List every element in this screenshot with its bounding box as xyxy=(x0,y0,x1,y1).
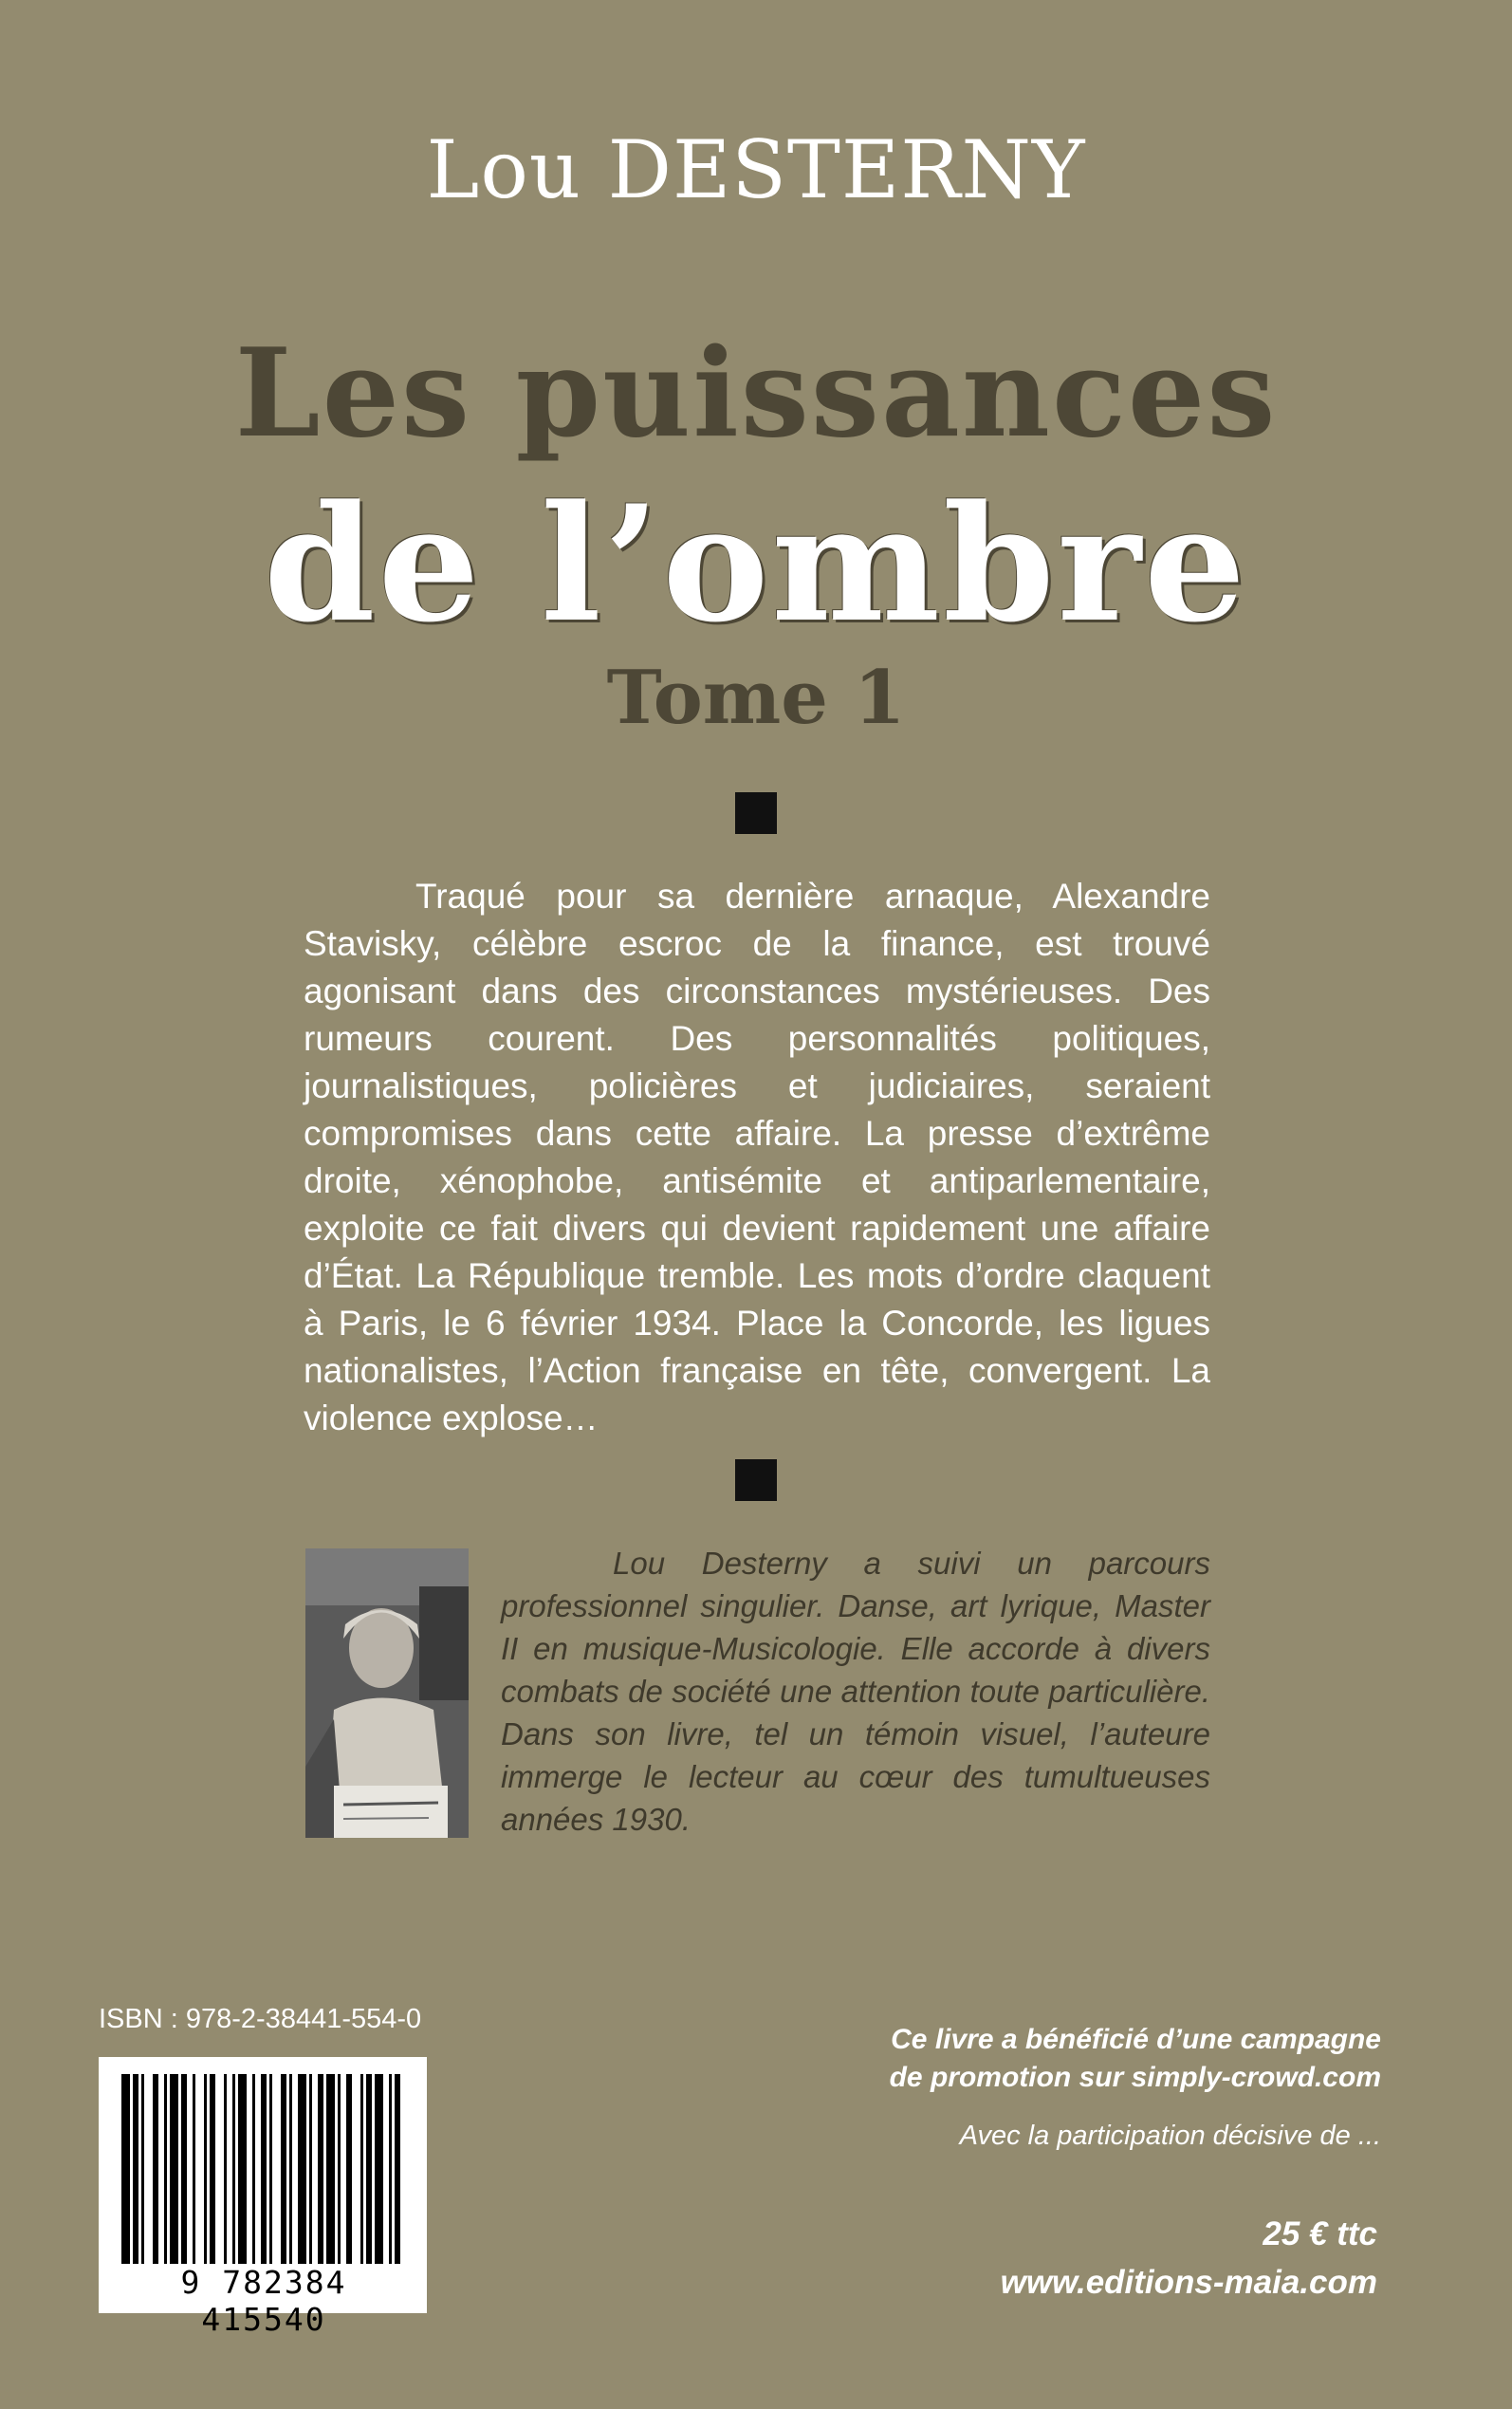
promo-line-1: Ce livre a bénéficié d’une campagne xyxy=(891,2024,1381,2055)
promo-line-2: de promotion sur simply-crowd.com xyxy=(889,2062,1381,2093)
barcode-bar xyxy=(193,2074,195,2264)
barcode-bar xyxy=(346,2074,352,2264)
author-name: Lou DESTERNY xyxy=(426,123,1086,216)
barcode-bar xyxy=(366,2074,372,2264)
promo-text xyxy=(890,2021,1381,2097)
barcode-bar xyxy=(360,2074,363,2264)
author-bio xyxy=(501,1542,1210,1841)
barcode-bar xyxy=(238,2074,247,2264)
synopsis-content: Traqué pour sa dernière arnaque, Alexandre Stavisky, célèbre escroc de la finance, est trouvé agonisant dans des circonstances mystérieuses. Des rumeurs courent. Des personnalités politiques, journalistiques, policières et judiciaires, seraient compromises dans cette affaire. La presse d’extrême droite, xénophobe, antisémite et antiparlementaire, exploite ce fait divers qui devient rapidement une affaire d’État. La République tremble. Les mots d’ordre claquent à Paris, le 6 février 1934. Place la Concorde, les ligues nationalistes, l’Action française en tête, convergent. La violence explose… xyxy=(304,877,1210,1437)
barcode-bar xyxy=(204,2074,207,2264)
isbn-label: ISBN : 978-2-38441-554-0 xyxy=(99,2004,422,2034)
publisher-website: www.editions-maia.com xyxy=(1000,2264,1377,2301)
separator-square-bottom xyxy=(735,1459,777,1501)
barcode-bar xyxy=(298,2074,306,2264)
barcode-bar xyxy=(269,2074,272,2264)
barcode-bar xyxy=(395,2074,400,2264)
author-photo-image xyxy=(305,1548,469,1838)
volume-label: Tome 1 xyxy=(606,655,906,741)
synopsis-text xyxy=(304,873,1210,1442)
barcode-bar xyxy=(121,2074,130,2264)
barcode-bar xyxy=(281,2074,286,2264)
barcode-bar xyxy=(289,2074,292,2264)
price: 25 € ttc xyxy=(1263,2215,1377,2252)
barcode-bar xyxy=(338,2074,341,2264)
author-photo xyxy=(305,1548,469,1838)
title-line-2: de l’ombre xyxy=(264,470,1248,658)
barcode-digits: 9 782384 415540 xyxy=(180,2264,347,2338)
barcode-bar xyxy=(252,2074,255,2264)
barcode-bar xyxy=(141,2074,144,2264)
barcode-bar xyxy=(164,2074,167,2264)
separator-square-top xyxy=(735,792,777,834)
barcode-bar xyxy=(261,2074,267,2264)
participation-text: Avec la participation décisive de ... xyxy=(959,2121,1381,2151)
barcode-bar xyxy=(170,2074,178,2264)
barcode-bar xyxy=(326,2074,335,2264)
barcode-bar xyxy=(389,2074,392,2264)
barcode-bar xyxy=(210,2074,215,2264)
barcode-bar xyxy=(181,2074,187,2264)
barcode-bar xyxy=(375,2074,383,2264)
barcode-bar xyxy=(224,2074,227,2264)
barcode-bar xyxy=(232,2074,235,2264)
barcode-bar xyxy=(133,2074,138,2264)
barcode-bar xyxy=(153,2074,158,2264)
author-bio-content: Lou Desterny a suivi un parcours professionnel singulier. Danse, art lyrique, Master II en musique-Musicologie. Elle accorde à divers combats de société une attention toute particulière. Dans son livre, tel un témoin visuel, l’auteure immerge le lecteur au cœur des tumultueuses années 1930. xyxy=(501,1546,1210,1837)
barcode-bar xyxy=(318,2074,323,2264)
barcode-bar xyxy=(309,2074,312,2264)
title-line-1: Les puissances xyxy=(234,323,1278,465)
